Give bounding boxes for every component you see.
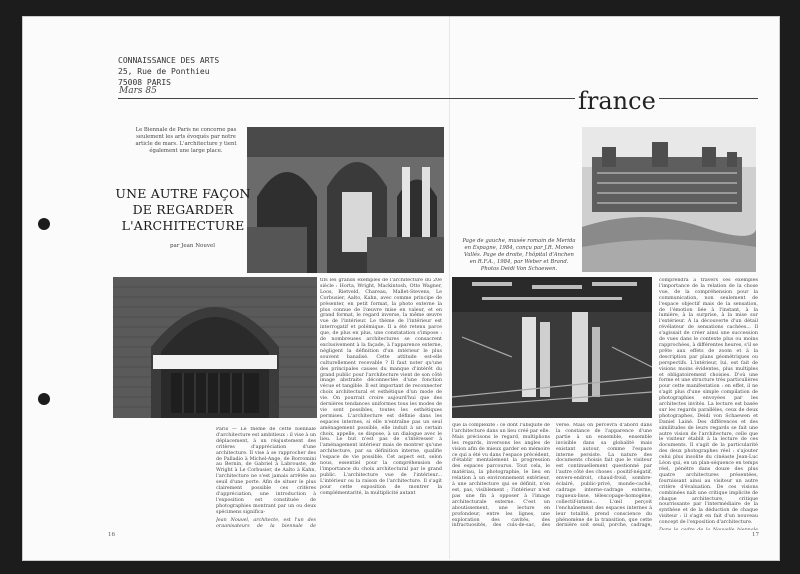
section-title: france	[575, 88, 659, 114]
photo-caption: Page de gauche, musée romain de Merida en Espagne, 1984, conçu par J.R. Moneo Vallés. Page de droite, l'hôpital d'Anchen en R.F.A., 1984, par Weber et Brand. Photos Deidi Von Schaewen.	[462, 238, 576, 272]
column-3-body: que la complexité : ce dont l'ubiquité de l'architecture dans un lieu créé par elle. Mais précisons le regard, multiplions les regards, inversons les angles de vision afin de mieux garder en mémoire ce qui a été vu dans l'espace précédent, d'établir mentalement la progression des espaces parcourus. Tout cela, le matériau, la photographie, le lieu en relation à un environnement extérieur, à une architecture qui se définit, n'en est, pas, visiblement ; l'intérieur n'est pas une fin à opposer à l'image architecturale externe. C'est un aboutissement, une lecture en profondeur, entre les lignes, une exploration des cavités, des infractuosités, des culs-de-sac, des	[452, 423, 550, 528]
photo-hospital-interior	[452, 277, 652, 418]
byline: par Jean Nouvel	[170, 243, 215, 249]
text-column-5	[659, 278, 758, 530]
column-1-body: Paris — Le thème de cette biennale d'architecture est ambitieux : il vise à un déplacement, à un réajustement des critères d'appréciation d'une architecture. Il vise à se rapprocher des de Palladio à Michel-Ange, de Borromini au Bernin, de Gabriel à Labrouste, de Wright à Le Corbusier, de Aalto à Kahn, l'architecture ne s'est jamais arrêtée au seuil d'une porte. Afin de situer le plus clairement possible ces critères d'appréciation, une introduction à l'exposition est constituée de photographies montrant par un ou deux spécimens significa-	[216, 427, 316, 515]
photo-hospital-interior-graphic	[452, 277, 652, 418]
text-column-4	[556, 423, 652, 528]
handwritten-date: Mars 85	[119, 86, 157, 96]
page-number-left: 16	[108, 532, 115, 538]
author-note: Jean Nouvel, architecte, est l'un des organisateurs de la biennale de	[216, 517, 316, 527]
text-column-3	[452, 423, 550, 528]
punch-hole-top	[38, 218, 50, 230]
exhibition-info	[659, 528, 758, 530]
header-rule	[118, 98, 758, 99]
column-2-body: tifs les grands exemples de l'architecture du 20e siècle : Horta, Wright, Mackintosh, Otto Wagner, Loos, Rietveld, Chareau, Mallet-Stevens, Le Corbusier, Aalto, Kahn, avec comme principe de présenter, en petit format, la photo externe la plus connue de l'œuvre mise en valeur, et en grand format, le regard inverse, la même œuvre vue de l'intérieur. Le thème de l'intérieur est interrogatif et polémique. Il a été retenu parce que, de plus en plus, une constatation s'impose : de nombreuses architectures se consacrent exclusivement à la façade, à l'apparence externe, négligent la définition d'un intérieur le plus souvent banalisé. Cette attitude est-elle culturellement recevable ? Il faut noter qu'une des principales causes du manque d'intérêt du grand public pour l'architecture vient de son côté image abstraite déconnectée d'une fonction vécue et tangible. Il est important de reconnecter choix architectural et esthétique d'un mode de vie. On pourrait croire aujourd'hui que des dernières tendances uniformes tous les modes de vie sont possibles, toutes les esthétiques permises. L'architecture est définie dans les espaces internes, si elle n'entraîne pas un seul aménagement possible, elle induit à un certain choix, appelle, se dispose, à un dialogue avec le lieu. Le but n'est pas de s'intéresser à l'aménagement intérieur mais de montrer qu'une architecture, par sa définition interne, qualifie l'espace de vie possible. Cet aspect est, selon nous, essentiel pour la compréhension de l'importance du choix architectural par le grand public. L'architecture vue de l'intérieur... L'intérieur ou la raison de l'architecture. Il s'agit pour cette exposition de montrer la complémentarité, la multiplicité autant	[320, 278, 442, 496]
page-number-right: 17	[752, 532, 759, 538]
column-4-body: verse. Mais on percevra d'abord dans la constance de l'apparence d'une partie à un ensemble, ensemble invisible dans sa globalité mais existant autour, comme l'espace interne persiste. La nature des documents choisis fait que le visiteur est continuellement questionné par l'autre côté des choses : positif-négatif, envers-endroit, chaud-froid, sombre-éclairé, public-privé, monde-caché, cadrage interne-cadrage externe, rugueux-lisse, télescopage-homogène, collectif-intime... L'œil perçoit l'enchaînement des espaces internes à leur totalité, prend conscience du phénomène de la transition, que cette dernière soit seuil, porche, cadrage,	[556, 423, 652, 528]
photo-hospital-graphic	[582, 127, 756, 272]
publication-address: 25, Rue de Ponthieu	[118, 67, 210, 76]
text-column-1	[216, 427, 316, 527]
punch-hole-bottom	[38, 393, 50, 405]
photo-roman-museum	[247, 127, 444, 273]
column-5-body: comprendra à travers ces exemples l'importance de la relation de la chose vue, de la compréhension pour la communication, non seulement de l'espace objectif mais de la sensation, de l'émotion liée à l'instant, à la lumière, à la surprise, à la mise sur l'extérieur. À la découverte d'un détail révélateur de sensations cachées... Il s'agissait de créer ainsi une succession de vues dans le contexte plus ou moins rapprochées, à différentes heures, s'il se prête aux effets de zoom et à la description par plans géométriques ou perspectifs. L'intérieur, lui, est fait de visions moins évidentes, plus multiples et obligatoirement choisies. D'où une forme et une structure très particulières pour cette manifestation : en effet, il ne s'agit plus d'une simple compilation de photographies envoyées par les architectes invités. La lecture est basée sur les regards parallèles, ceux de deux photographes, Deidi von Schaewen et Daniel Lainé. Des différences et des similitudes de leurs regards se fait une autre vision de l'architecture, celle que le visiteur établit à la lecture de ces documents. Il s'agit de la particularité des deux photographes réel : s'ajouter celui plus insolite du cinéaste Jean-Luc Léon qui, en un plan-séquence en temps réel, pénètre dans douze des plus quatre architectures présentées, fournissant ainsi au visiteur un autre critère d'évaluation. De ces visions combinées naît une critique implicite de chaque architecture, critique nourrissante par l'intermédiaire de la synthèse et de la déduction de chaque visiteur : il s'agit en fait d'un nouveau concept de l'exposition d'architecture.	[659, 278, 758, 526]
headline: UNE AUTRE FAÇON DE REGARDER L'ARCHITECTURE	[115, 186, 251, 233]
publication-city: 75008 PARIS	[118, 78, 171, 87]
photo-hospital	[582, 127, 756, 272]
photo-roman-museum-graphic	[247, 127, 444, 273]
photo-brick-arch	[113, 277, 317, 418]
photo-brick-arch-graphic	[113, 277, 317, 418]
publication-name: CONNAISSANCE DES ARTS	[118, 56, 220, 65]
intro-text: Le Biennale de Paris ne concerne pas seulement les arts évoqués par notre article de mars. L'architecture y tient également une large place.	[135, 127, 237, 154]
text-column-2	[320, 278, 442, 528]
